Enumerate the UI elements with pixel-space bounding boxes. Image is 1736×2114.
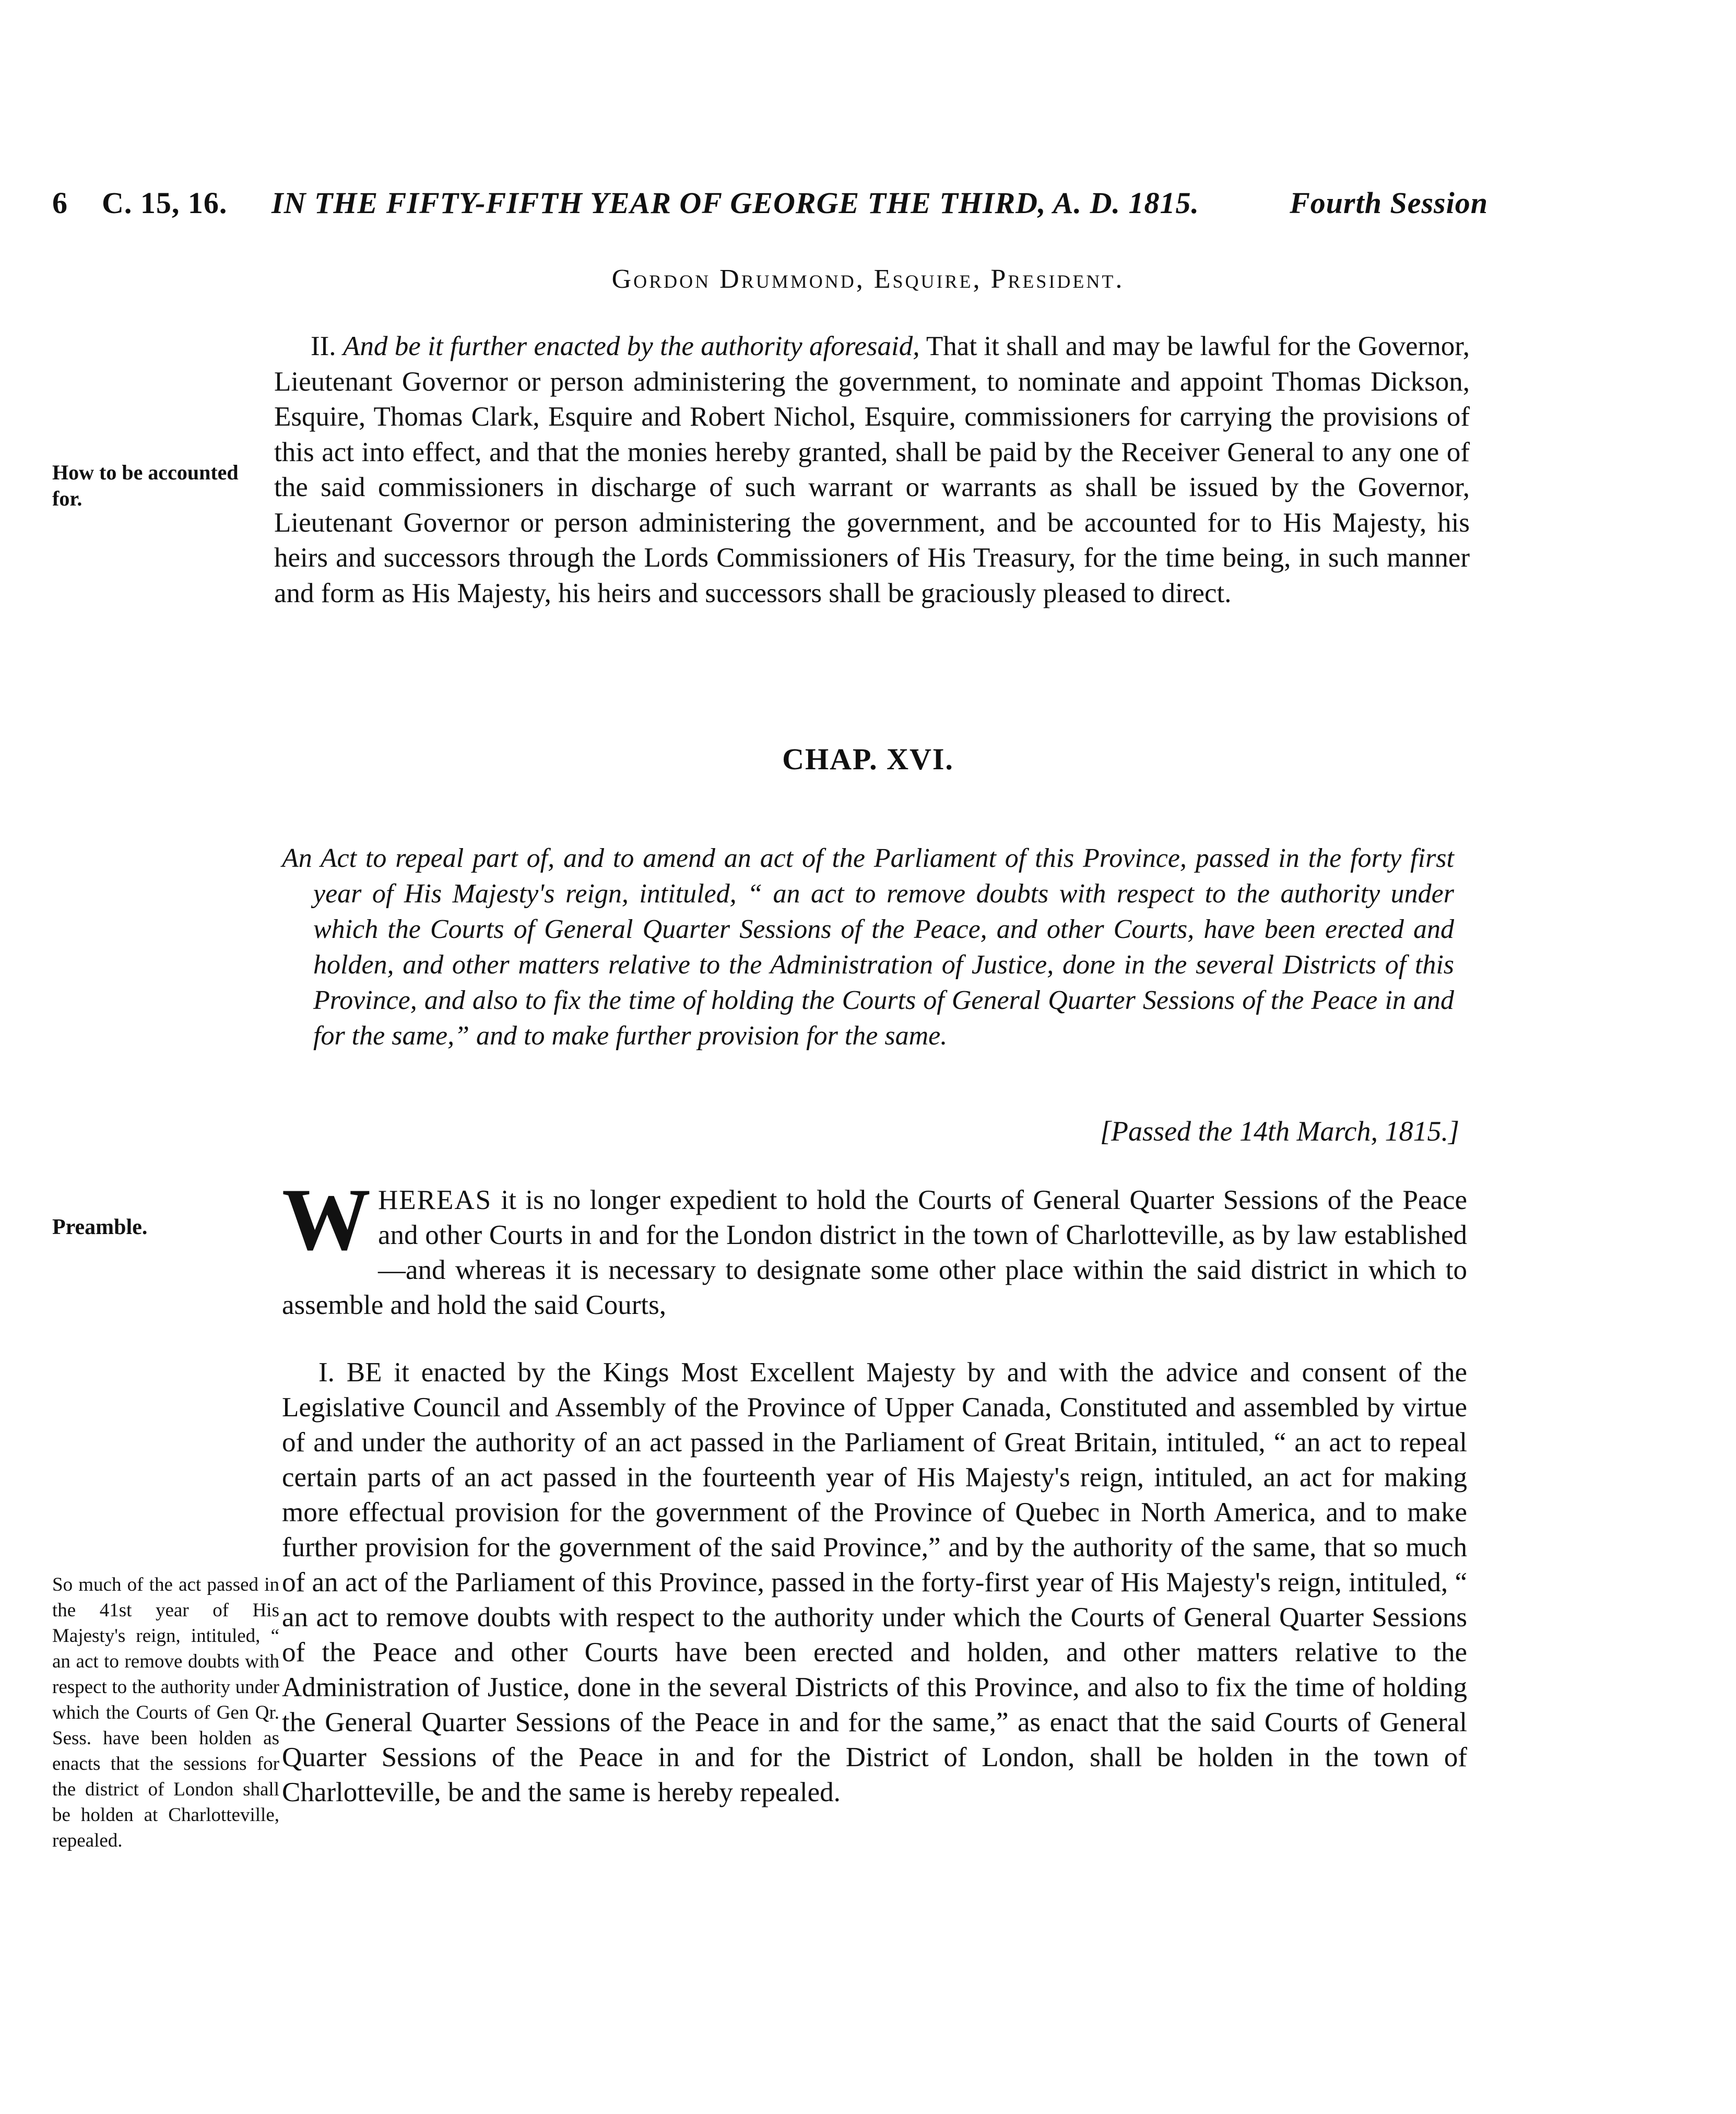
- section-ii-text: That it shall and may be lawful for the Governor, Lieutenant Governor or person administering the government, to nominate and appoint Thomas Dickson, Esquire, Thomas Clark, Esquire and Robert Nichol, Esquire, commissioners for carrying the provisions of this act into effect, and that the monies hereby granted, shall be paid by the Receiver General to any one of the said commissioners in discharge of such warrant or warrants as shall be issued by the Governor, Lieutenant Governor or person administering the government, and be accounted for to His Majesty, his heirs and successors through the Lords Commissioners of His Treasury, for the time being, in such manner and form as His Majesty, his heirs and successors shall be graciously pleased to direct.: [274, 331, 1470, 608]
- running-title: IN THE FIFTY-FIFTH YEAR OF GEORGE THE THIRD, A. D. 1815.: [271, 186, 1199, 220]
- chapter-heading: CHAP. XVI.: [782, 742, 954, 776]
- act-title: An Act to repeal part of, and to amend an act of the Parliament of this Province, passed in the forty first year of His Majesty's reign, intituled, “ an act to remove doubts with respect to the authority under which the Courts of General Quarter Sessions of the Peace, and other Courts, have been erected and holden, and other matters relative to the Administration of Justice, done in the several Districts of this Province, and also to fix the time of holding the Courts of General Quarter Sessions of the Peace in and for the same,” and to make further provision for the same.: [282, 843, 1454, 1051]
- chapter-numbers: C. 15, 16.: [102, 186, 228, 220]
- preamble-text: it is no longer expedient to hold the Courts of General Quarter Sessions of the Peace and other Courts in and for the London district in the town of Charlotteville, as by law established—and whereas it is necessary to designate some other place within the said district in which to assemble and hold the said Courts,: [282, 1185, 1468, 1320]
- passed-date: [Passed the 14th March, 1815.]: [1100, 1115, 1459, 1147]
- drop-cap: W: [282, 1170, 371, 1269]
- section-i-number: I.: [318, 1357, 335, 1388]
- section-i-text: it enacted by the Kings Most Excellent Majesty by and with the advice and consent of the Legislative Council and Assembly of the Province of Upper Canada, Constituted and assembled by virtue of and under the authority of an act passed in the Parliament of Great Britain, intituled, “ an act to repeal certain parts of an act passed in the fourteenth year of His Majesty's reign, intituled, an act for making more effectual provision for the government of the Province of Quebec in North America, and to make further provision for the government of the said Province,” and by the authority of the same, that so much of an act of the Parliament of this Province, passed in the forty-first year of His Majesty's reign, intituled, “ an act to remove doubts with respect to the authority under which the Courts of General Quarter Sessions of the Peace and other Courts have been erected and holden, and other matters relative to the Administration of Justice, done in the several Districts of this Province, and also to fix the time of holding the General Quarter Sessions of the Peace in and for the same,” as enact that the said Courts of General Quarter Sessions of the Peace in and for the District of London, shall be holden in the town of Charlotteville, be and the same is hereby repealed.: [282, 1357, 1467, 1807]
- session-label: Fourth Session: [1290, 186, 1488, 220]
- margin-note-repeal: So much of the act passed in the 41st year of His Majesty's reign, intituled, “ an act to remove doubts with respect to the authority under which the Courts of Gen Qr. Sess. have been holden as enacts that the sessions for the district of London shall be holden at Charlotteville, repealed.: [52, 1574, 279, 1851]
- section-ii-number: II.: [311, 331, 336, 361]
- president-line: Gordon Drummond, Esquire, President.: [611, 264, 1125, 294]
- section-i: [282, 1355, 1467, 1810]
- margin-note-accounted: How to be accounted for.: [52, 461, 239, 510]
- margin-note-preamble: Preamble.: [52, 1215, 148, 1239]
- running-head: [52, 185, 1488, 227]
- preamble-caps: HEREAS: [378, 1185, 492, 1215]
- section-i-lead: BE: [346, 1357, 382, 1388]
- section-ii: [274, 329, 1470, 611]
- page-number: 6: [52, 186, 68, 220]
- preamble: [282, 1170, 1468, 1323]
- section-ii-lead: And be it further enacted by the authority aforesaid,: [343, 331, 920, 361]
